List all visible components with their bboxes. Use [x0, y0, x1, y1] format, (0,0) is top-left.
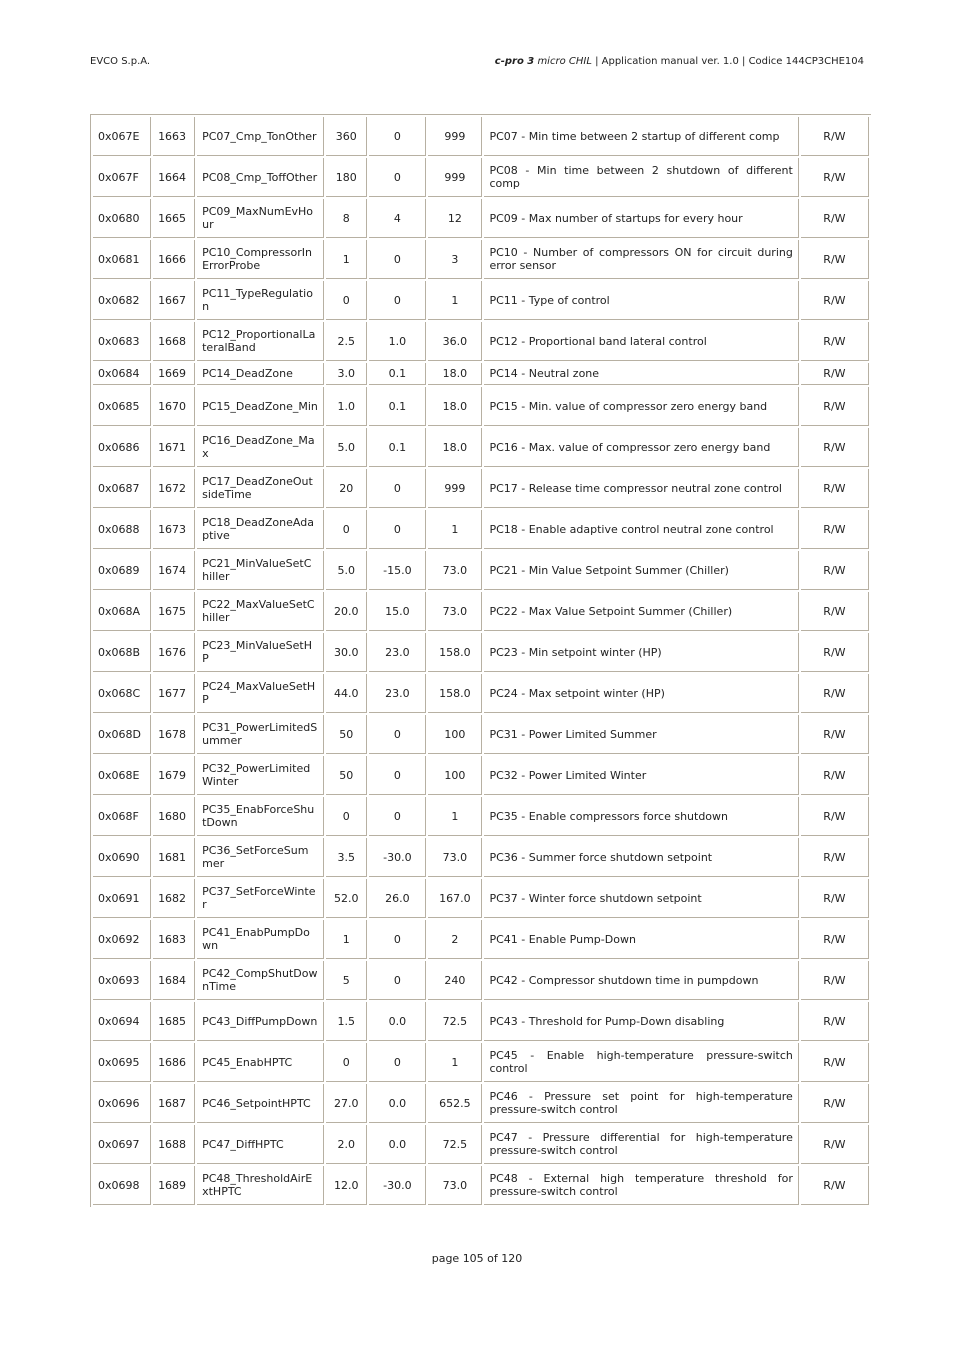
register-cell: 1687	[153, 1084, 195, 1123]
address-cell: 0x0698	[93, 1166, 151, 1205]
description-cell: PC36 - Summer force shutdown setpoint	[484, 838, 798, 877]
default-cell: 30.0	[326, 633, 367, 672]
max-cell: 100	[428, 715, 482, 754]
access-cell: R/W	[801, 920, 869, 959]
variable-name-cell: PC32_PowerLimitedWinter	[197, 756, 324, 795]
min-cell: 26.0	[369, 879, 426, 918]
variable-name-cell: PC15_DeadZone_Min	[197, 387, 324, 426]
access-cell: R/W	[801, 363, 869, 385]
register-table	[90, 114, 871, 1207]
access-cell: R/W	[801, 387, 869, 426]
min-cell: 0.0	[369, 1002, 426, 1041]
variable-name-cell: PC46_SetpointHPTC	[197, 1084, 324, 1123]
access-cell: R/W	[801, 510, 869, 549]
max-cell: 2	[428, 920, 482, 959]
description-cell: PC22 - Max Value Setpoint Summer (Chiller)	[484, 592, 798, 631]
min-cell: 0	[369, 281, 426, 320]
register-cell: 1685	[153, 1002, 195, 1041]
header-company: EVCO S.p.A.	[90, 56, 151, 67]
register-cell: 1667	[153, 281, 195, 320]
table-row	[93, 920, 869, 959]
description-cell: PC24 - Max setpoint winter (HP)	[484, 674, 798, 713]
access-cell: R/W	[801, 838, 869, 877]
variable-name-cell: PC41_EnabPumpDown	[197, 920, 324, 959]
min-cell: 0.1	[369, 428, 426, 467]
description-cell: PC14 - Neutral zone	[484, 363, 798, 385]
address-cell: 0x068C	[93, 674, 151, 713]
default-cell: 27.0	[326, 1084, 367, 1123]
access-cell: R/W	[801, 633, 869, 672]
access-cell: R/W	[801, 592, 869, 631]
max-cell: 12	[428, 199, 482, 238]
register-cell: 1688	[153, 1125, 195, 1164]
default-cell: 2.0	[326, 1125, 367, 1164]
description-cell: PC11 - Type of control	[484, 281, 798, 320]
table-row	[93, 240, 869, 279]
variable-name-cell: PC16_DeadZone_Max	[197, 428, 324, 467]
min-cell: 0	[369, 510, 426, 549]
table-row	[93, 674, 869, 713]
min-cell: 0	[369, 240, 426, 279]
variable-name-cell: PC17_DeadZoneOutsideTime	[197, 469, 324, 508]
address-cell: 0x068A	[93, 592, 151, 631]
access-cell: R/W	[801, 281, 869, 320]
address-cell: 0x068D	[93, 715, 151, 754]
description-cell: PC15 - Min. value of compressor zero energy band	[484, 387, 798, 426]
default-cell: 3.5	[326, 838, 367, 877]
variable-name-cell: PC08_Cmp_ToffOther	[197, 158, 324, 197]
variable-name-cell: PC07_Cmp_TonOther	[197, 117, 324, 156]
description-cell: PC41 - Enable Pump-Down	[484, 920, 798, 959]
register-cell: 1679	[153, 756, 195, 795]
default-cell: 2.5	[326, 322, 367, 361]
min-cell: 0	[369, 797, 426, 836]
variable-name-cell: PC47_DiffHPTC	[197, 1125, 324, 1164]
access-cell: R/W	[801, 879, 869, 918]
description-cell: PC10 - Number of compressors ON for circuit during error sensor	[484, 240, 798, 279]
max-cell: 73.0	[428, 838, 482, 877]
page-number: page 105 of 120	[431, 1252, 523, 1265]
table-row	[93, 117, 869, 156]
default-cell: 50	[326, 756, 367, 795]
default-cell: 1	[326, 920, 367, 959]
variable-name-cell: PC11_TypeRegulation	[197, 281, 324, 320]
access-cell: R/W	[801, 1084, 869, 1123]
address-cell: 0x0696	[93, 1084, 151, 1123]
address-cell: 0x068B	[93, 633, 151, 672]
max-cell: 1	[428, 510, 482, 549]
max-cell: 73.0	[428, 1166, 482, 1205]
register-cell: 1684	[153, 961, 195, 1000]
address-cell: 0x0683	[93, 322, 151, 361]
min-cell: 0.1	[369, 387, 426, 426]
default-cell: 1.0	[326, 387, 367, 426]
max-cell: 167.0	[428, 879, 482, 918]
min-cell: 0	[369, 756, 426, 795]
register-cell: 1676	[153, 633, 195, 672]
address-cell: 0x0681	[93, 240, 151, 279]
variable-name-cell: PC31_PowerLimitedSummer	[197, 715, 324, 754]
min-cell: 0	[369, 961, 426, 1000]
access-cell: R/W	[801, 322, 869, 361]
address-cell: 0x0685	[93, 387, 151, 426]
table-row	[93, 715, 869, 754]
min-cell: -30.0	[369, 838, 426, 877]
access-cell: R/W	[801, 674, 869, 713]
default-cell: 5.0	[326, 428, 367, 467]
variable-name-cell: PC48_ThresholdAirExtHPTC	[197, 1166, 324, 1205]
min-cell: 0	[369, 715, 426, 754]
default-cell: 0	[326, 1043, 367, 1082]
access-cell: R/W	[801, 199, 869, 238]
address-cell: 0x0680	[93, 199, 151, 238]
description-cell: PC46 - Pressure set point for high-temperature pressure-switch control	[484, 1084, 798, 1123]
description-cell: PC31 - Power Limited Summer	[484, 715, 798, 754]
max-cell: 3	[428, 240, 482, 279]
min-cell: 0	[369, 469, 426, 508]
variable-name-cell: PC22_MaxValueSetChiller	[197, 592, 324, 631]
address-cell: 0x0687	[93, 469, 151, 508]
min-cell: 0.1	[369, 363, 426, 385]
max-cell: 18.0	[428, 387, 482, 426]
access-cell: R/W	[801, 428, 869, 467]
description-cell: PC17 - Release time compressor neutral zone control	[484, 469, 798, 508]
register-cell: 1668	[153, 322, 195, 361]
max-cell: 72.5	[428, 1002, 482, 1041]
description-cell: PC21 - Min Value Setpoint Summer (Chiller)	[484, 551, 798, 590]
variable-name-cell: PC12_ProportionalLateralBand	[197, 322, 324, 361]
description-cell: PC43 - Threshold for Pump-Down disabling	[484, 1002, 798, 1041]
min-cell: 23.0	[369, 633, 426, 672]
variable-name-cell: PC09_MaxNumEvHour	[197, 199, 324, 238]
variable-name-cell: PC42_CompShutDownTime	[197, 961, 324, 1000]
description-cell: PC07 - Min time between 2 startup of different comp	[484, 117, 798, 156]
default-cell: 52.0	[326, 879, 367, 918]
address-cell: 0x0692	[93, 920, 151, 959]
description-cell: PC08 - Min time between 2 shutdown of different comp	[484, 158, 798, 197]
variable-name-cell: PC24_MaxValueSetHP	[197, 674, 324, 713]
header-doc-info	[495, 56, 864, 67]
max-cell: 18.0	[428, 428, 482, 467]
variable-name-cell: PC18_DeadZoneAdaptive	[197, 510, 324, 549]
min-cell: 0.0	[369, 1084, 426, 1123]
max-cell: 36.0	[428, 322, 482, 361]
default-cell: 1	[326, 240, 367, 279]
header-manual-info: | Application manual ver. 1.0 | Codice 144CP3CHE104	[591, 56, 864, 67]
variable-name-cell: PC14_DeadZone	[197, 363, 324, 385]
register-cell: 1678	[153, 715, 195, 754]
table-row	[93, 158, 869, 197]
register-cell: 1669	[153, 363, 195, 385]
default-cell: 12.0	[326, 1166, 367, 1205]
variable-name-cell: PC45_EnabHPTC	[197, 1043, 324, 1082]
table-row	[93, 363, 869, 385]
max-cell: 999	[428, 117, 482, 156]
register-cell: 1670	[153, 387, 195, 426]
address-cell: 0x0684	[93, 363, 151, 385]
table-row	[93, 387, 869, 426]
address-cell: 0x068F	[93, 797, 151, 836]
max-cell: 72.5	[428, 1125, 482, 1164]
max-cell: 652.5	[428, 1084, 482, 1123]
max-cell: 100	[428, 756, 482, 795]
default-cell: 20.0	[326, 592, 367, 631]
min-cell: 23.0	[369, 674, 426, 713]
access-cell: R/W	[801, 469, 869, 508]
max-cell: 1	[428, 281, 482, 320]
address-cell: 0x0697	[93, 1125, 151, 1164]
table-row	[93, 633, 869, 672]
min-cell: -30.0	[369, 1166, 426, 1205]
address-cell: 0x0686	[93, 428, 151, 467]
access-cell: R/W	[801, 715, 869, 754]
description-cell: PC48 - External high temperature threshold for pressure-switch control	[484, 1166, 798, 1205]
register-cell: 1680	[153, 797, 195, 836]
max-cell: 1	[428, 797, 482, 836]
table-row	[93, 199, 869, 238]
variable-name-cell: PC21_MinValueSetChiller	[197, 551, 324, 590]
min-cell: 0	[369, 158, 426, 197]
min-cell: 4	[369, 199, 426, 238]
access-cell: R/W	[801, 240, 869, 279]
register-cell: 1674	[153, 551, 195, 590]
default-cell: 360	[326, 117, 367, 156]
default-cell: 180	[326, 158, 367, 197]
table-row	[93, 428, 869, 467]
description-cell: PC12 - Proportional band lateral control	[484, 322, 798, 361]
register-cell: 1673	[153, 510, 195, 549]
register-cell: 1681	[153, 838, 195, 877]
address-cell: 0x067F	[93, 158, 151, 197]
max-cell: 18.0	[428, 363, 482, 385]
max-cell: 158.0	[428, 633, 482, 672]
table-row	[93, 756, 869, 795]
description-cell: PC45 - Enable high-temperature pressure-switch control	[484, 1043, 798, 1082]
table-row	[93, 551, 869, 590]
description-cell: PC47 - Pressure differential for high-temperature pressure-switch control	[484, 1125, 798, 1164]
table-row	[93, 322, 869, 361]
default-cell: 1.5	[326, 1002, 367, 1041]
register-cell: 1675	[153, 592, 195, 631]
max-cell: 240	[428, 961, 482, 1000]
min-cell: 0.0	[369, 1125, 426, 1164]
address-cell: 0x0682	[93, 281, 151, 320]
default-cell: 3.0	[326, 363, 367, 385]
table-row	[93, 838, 869, 877]
max-cell: 1	[428, 1043, 482, 1082]
address-cell: 0x068E	[93, 756, 151, 795]
default-cell: 44.0	[326, 674, 367, 713]
register-cell: 1683	[153, 920, 195, 959]
register-cell: 1666	[153, 240, 195, 279]
access-cell: R/W	[801, 1043, 869, 1082]
table-row	[93, 1002, 869, 1041]
default-cell: 5.0	[326, 551, 367, 590]
variable-name-cell: PC23_MinValueSetHP	[197, 633, 324, 672]
register-cell: 1671	[153, 428, 195, 467]
address-cell: 0x067E	[93, 117, 151, 156]
max-cell: 73.0	[428, 592, 482, 631]
description-cell: PC35 - Enable compressors force shutdown	[484, 797, 798, 836]
description-cell: PC23 - Min setpoint winter (HP)	[484, 633, 798, 672]
max-cell: 73.0	[428, 551, 482, 590]
min-cell: 15.0	[369, 592, 426, 631]
access-cell: R/W	[801, 797, 869, 836]
access-cell: R/W	[801, 158, 869, 197]
default-cell: 0	[326, 281, 367, 320]
table-row	[93, 469, 869, 508]
table-row	[93, 510, 869, 549]
access-cell: R/W	[801, 756, 869, 795]
register-cell: 1689	[153, 1166, 195, 1205]
address-cell: 0x0691	[93, 879, 151, 918]
address-cell: 0x0689	[93, 551, 151, 590]
description-cell: PC42 - Compressor shutdown time in pumpdown	[484, 961, 798, 1000]
table-row	[93, 961, 869, 1000]
register-cell: 1663	[153, 117, 195, 156]
description-cell: PC09 - Max number of startups for every hour	[484, 199, 798, 238]
register-cell: 1664	[153, 158, 195, 197]
table-row	[93, 797, 869, 836]
header-product: c-pro 3	[494, 56, 535, 67]
variable-name-cell: PC43_DiffPumpDown	[197, 1002, 324, 1041]
table-row	[93, 592, 869, 631]
description-cell: PC37 - Winter force shutdown setpoint	[484, 879, 798, 918]
default-cell: 20	[326, 469, 367, 508]
table-row	[93, 1166, 869, 1205]
address-cell: 0x0688	[93, 510, 151, 549]
access-cell: R/W	[801, 551, 869, 590]
variable-name-cell: PC35_EnabForceShutDown	[197, 797, 324, 836]
register-cell: 1672	[153, 469, 195, 508]
default-cell: 0	[326, 797, 367, 836]
default-cell: 5	[326, 961, 367, 1000]
min-cell: -15.0	[369, 551, 426, 590]
min-cell: 0	[369, 920, 426, 959]
description-cell: PC32 - Power Limited Winter	[484, 756, 798, 795]
max-cell: 999	[428, 469, 482, 508]
min-cell: 1.0	[369, 322, 426, 361]
register-cell: 1682	[153, 879, 195, 918]
table-row	[93, 1125, 869, 1164]
table-row	[93, 1043, 869, 1082]
address-cell: 0x0690	[93, 838, 151, 877]
table-row	[93, 879, 869, 918]
default-cell: 50	[326, 715, 367, 754]
access-cell: R/W	[801, 1166, 869, 1205]
variable-name-cell: PC37_SetForceWinter	[197, 879, 324, 918]
default-cell: 8	[326, 199, 367, 238]
address-cell: 0x0695	[93, 1043, 151, 1082]
access-cell: R/W	[801, 117, 869, 156]
table-row	[93, 281, 869, 320]
address-cell: 0x0693	[93, 961, 151, 1000]
address-cell: 0x0694	[93, 1002, 151, 1041]
variable-name-cell: PC10_CompressorInErrorProbe	[197, 240, 324, 279]
table-row	[93, 1084, 869, 1123]
description-cell: PC18 - Enable adaptive control neutral zone control	[484, 510, 798, 549]
max-cell: 158.0	[428, 674, 482, 713]
min-cell: 0	[369, 117, 426, 156]
access-cell: R/W	[801, 1002, 869, 1041]
access-cell: R/W	[801, 1125, 869, 1164]
variable-name-cell: PC36_SetForceSummer	[197, 838, 324, 877]
header-product-variant: micro CHIL	[534, 56, 592, 67]
max-cell: 999	[428, 158, 482, 197]
register-cell: 1665	[153, 199, 195, 238]
description-cell: PC16 - Max. value of compressor zero energy band	[484, 428, 798, 467]
min-cell: 0	[369, 1043, 426, 1082]
register-cell: 1686	[153, 1043, 195, 1082]
default-cell: 0	[326, 510, 367, 549]
register-cell: 1677	[153, 674, 195, 713]
access-cell: R/W	[801, 961, 869, 1000]
